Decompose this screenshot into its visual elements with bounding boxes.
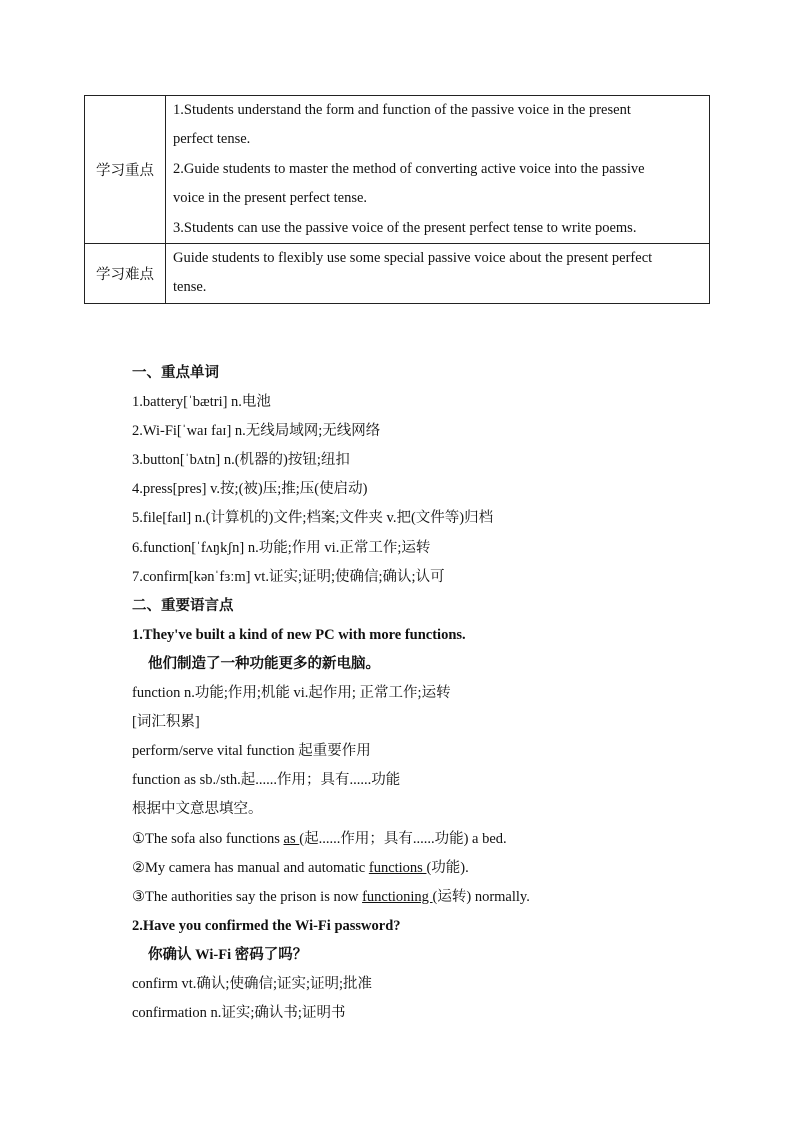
key-point-line: 3.Students can use the passive voice of the present perfect tense to write poems. — [173, 219, 637, 236]
point1-definition: function n.功能;作用;机能 vi.起作用; 正常工作;运转 — [132, 685, 451, 702]
difficulty-line: tense. — [173, 279, 207, 296]
key-point-line: voice in the present perfect tense. — [173, 190, 368, 207]
point1-sentence: 1.They've built a kind of new PC with more functions. — [132, 626, 466, 643]
vocab-item: 5.file[faɪl] n.(计算机的)文件;档案;文件夹 v.把(文件等)归档 — [132, 510, 494, 527]
exercise-answer: as — [283, 830, 300, 847]
point2-definition: confirmation n.证实;确认书;证明书 — [132, 1005, 346, 1022]
point2-definition: confirm vt.确认;使确信;证实;证明;批准 — [132, 975, 373, 992]
point1-translation: 他们制造了一种功能更多的新电脑。 — [148, 655, 380, 672]
exercise-item — [132, 854, 732, 883]
vocab-item: 1.battery[ˈbætri] n.电池 — [132, 394, 271, 411]
vocab-item: 4.press[pres] v.按;(被)压;推;压(使启动) — [132, 481, 368, 498]
exercise-text: (起......作用；具有......功能) a bed. — [299, 830, 507, 847]
section-title-vocabulary: 一、重点单词 — [132, 365, 219, 381]
vocab-item: 6.function[ˈfʌŋkʃn] n.功能;作用 vi.正常工作;运转 — [132, 539, 431, 556]
difficulties-header: 学习难点 — [85, 244, 166, 304]
table-row-key-points — [85, 96, 710, 244]
difficulty-line: Guide students to flexibly use some special passive voice about the present perfect — [173, 250, 653, 267]
key-points-header: 学习重点 — [85, 96, 166, 244]
exercise-item — [132, 883, 732, 912]
difficulties-content — [166, 244, 710, 304]
vocab-item: 2.Wi-Fi[ˈwaɪ faɪ] n.无线局域网;无线网络 — [132, 423, 381, 440]
exercise-text: (功能). — [426, 859, 469, 876]
exercise-text: (运转) normally. — [432, 888, 530, 905]
point2-sentence: 2.Have you confirmed the Wi-Fi password? — [132, 917, 401, 934]
key-points-content — [166, 96, 710, 244]
study-goals-table — [84, 95, 710, 304]
point2-translation: 你确认 Wi-Fi 密码了吗？ — [148, 946, 308, 963]
phrase-item: perform/serve vital function 起重要作用 — [132, 743, 371, 760]
vocab-item: 7.confirm[kənˈfɜːm] vt.证实;证明;使确信;确认;认可 — [132, 568, 445, 585]
exercise-text: ①The sofa also functions — [132, 830, 284, 847]
document-body — [132, 359, 732, 1028]
key-point-line: 1.Students understand the form and function of the passive voice in the present — [173, 102, 631, 118]
key-point-line: 2.Guide students to master the method of converting active voice into the passive — [173, 160, 645, 177]
exercise-text: ③The authorities say the prison is now — [132, 888, 363, 905]
exercise-answer: functions — [368, 859, 427, 876]
table-row-difficulties — [85, 244, 710, 304]
phrase-item: function as sb./sth.起......作用；具有......功能 — [132, 772, 401, 789]
vocab-item: 3.button[ˈbʌtn] n.(机器的)按钮;纽扣 — [132, 452, 350, 469]
key-point-line: perfect tense. — [173, 131, 251, 148]
exercise-text: ②My camera has manual and automatic — [132, 859, 369, 876]
vocab-accumulation-tag: [词汇积累] — [132, 714, 200, 731]
exercise-answer: functioning — [362, 888, 433, 905]
section-title-language-points: 二、重要语言点 — [132, 597, 234, 614]
exercise-item — [132, 825, 732, 854]
exercise-instruction: 根据中文意思填空。 — [132, 801, 263, 818]
